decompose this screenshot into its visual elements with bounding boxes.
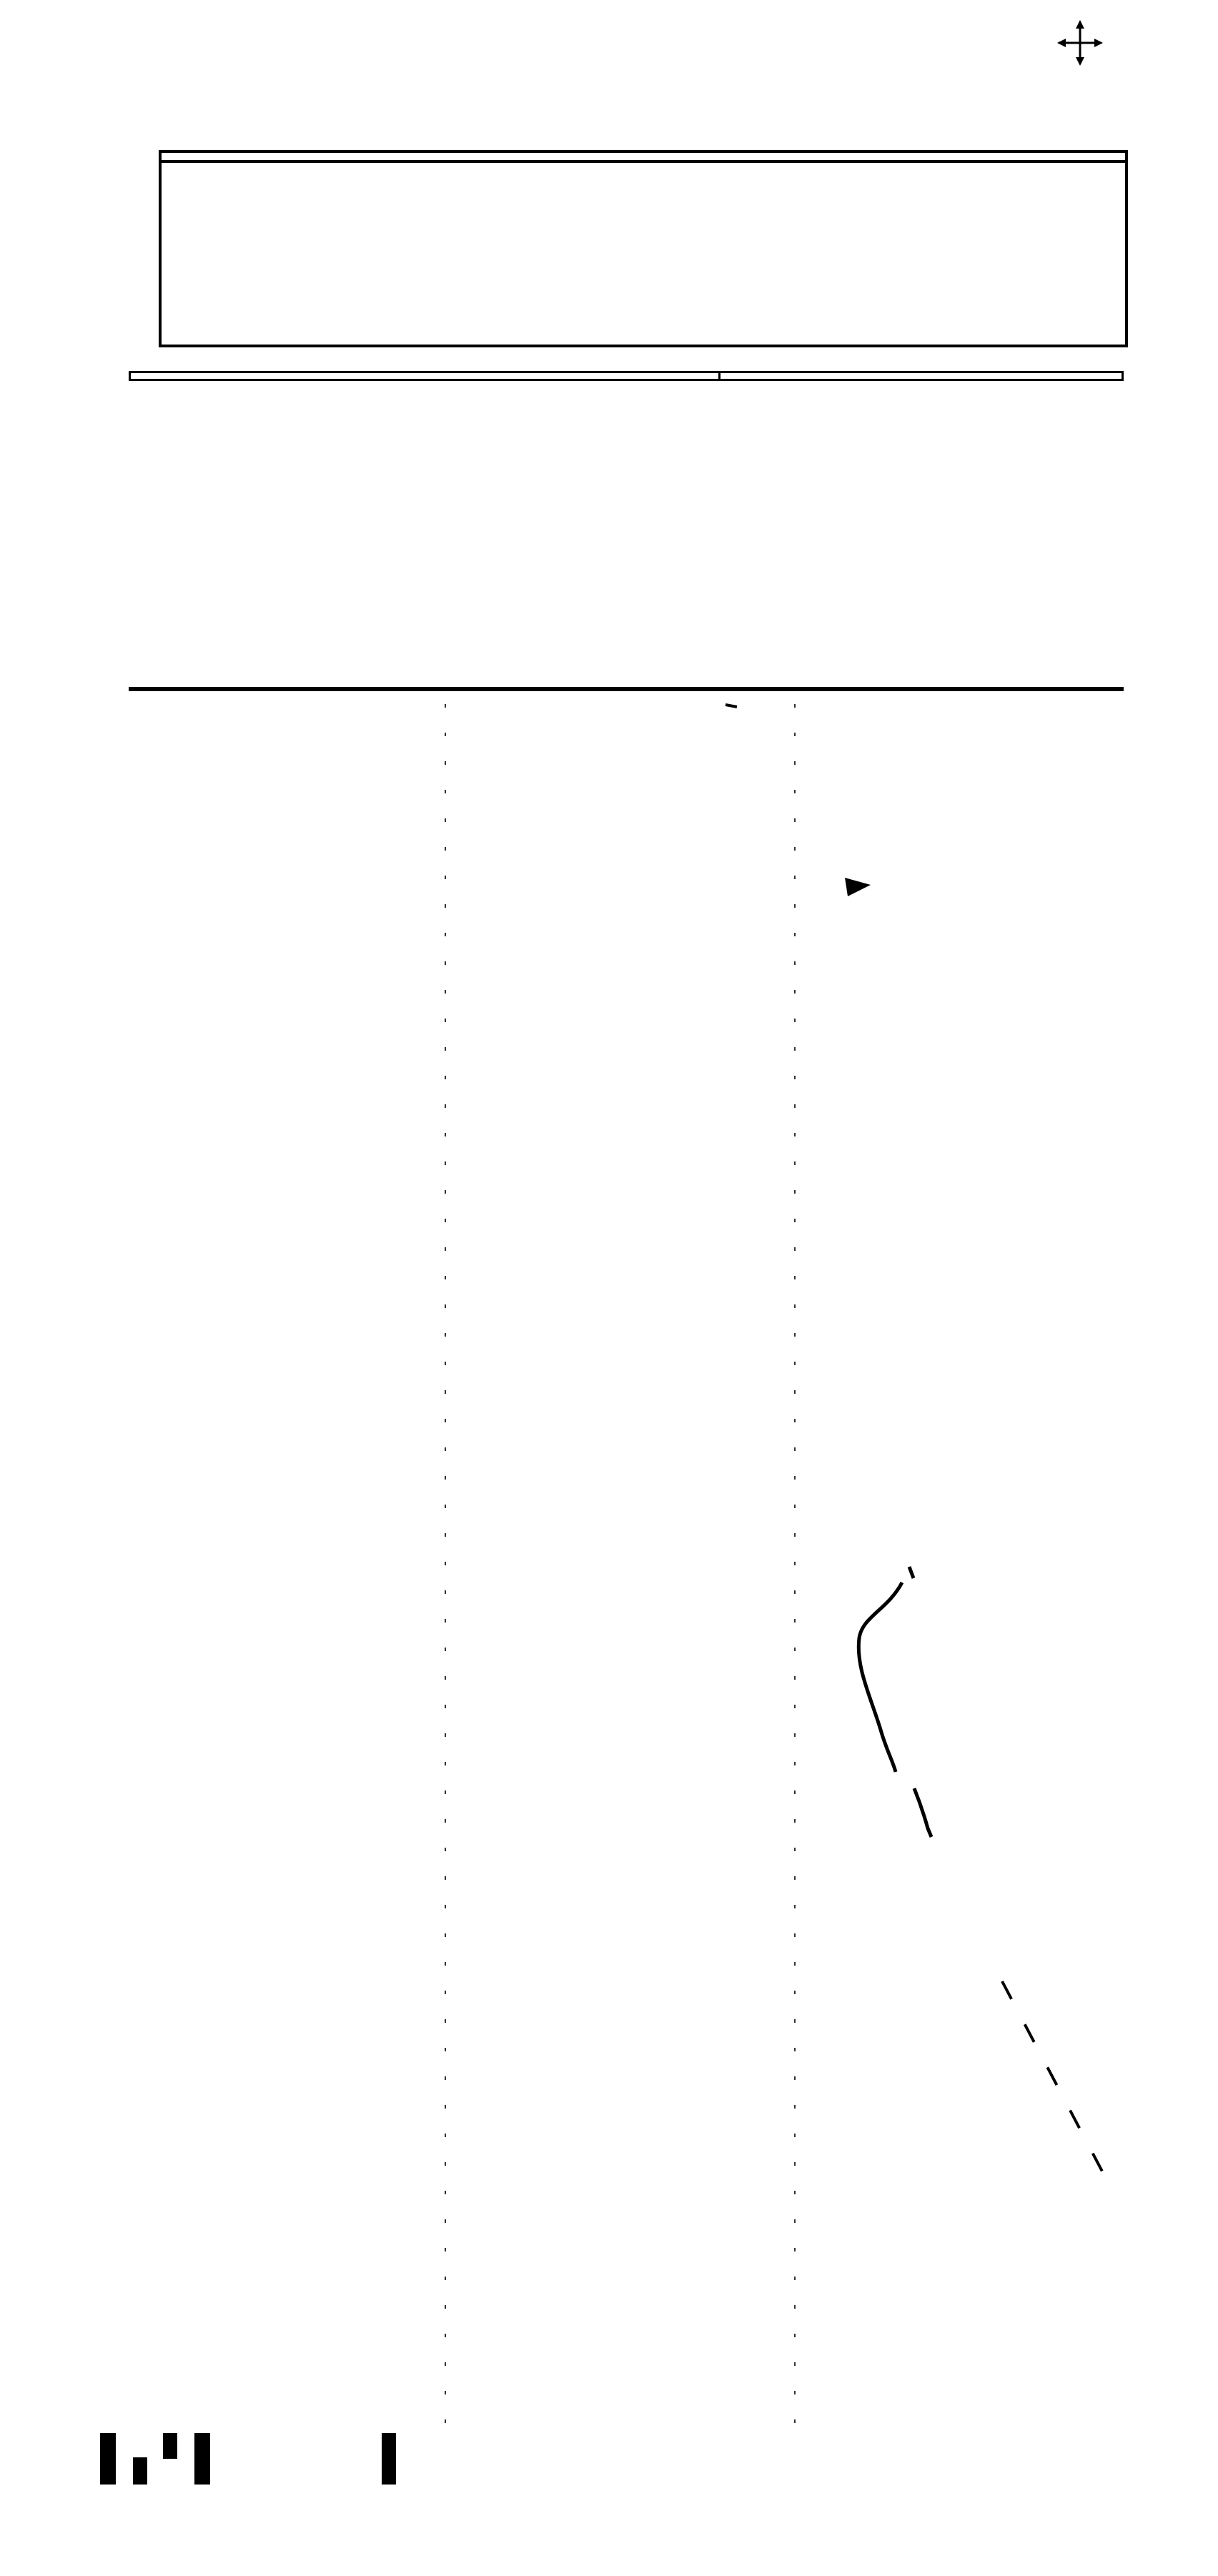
header-divider	[162, 160, 1125, 163]
contest-area-top-rule	[129, 687, 1124, 691]
barcode-bar	[100, 2433, 116, 2485]
registration-cross-icon	[1056, 20, 1106, 70]
column-divider	[794, 704, 796, 2425]
barcode-bar	[194, 2433, 210, 2485]
ballot-header-box	[159, 150, 1128, 347]
to-vote-instructions	[131, 373, 721, 379]
barcode-bar	[133, 2457, 147, 2485]
barcode-bar	[163, 2433, 177, 2459]
mistake-instructions	[131, 510, 1126, 525]
instructions-box	[129, 371, 1124, 381]
barcode-bar	[382, 2433, 396, 2485]
column-divider	[445, 704, 446, 2425]
warning-instructions	[721, 373, 1122, 379]
